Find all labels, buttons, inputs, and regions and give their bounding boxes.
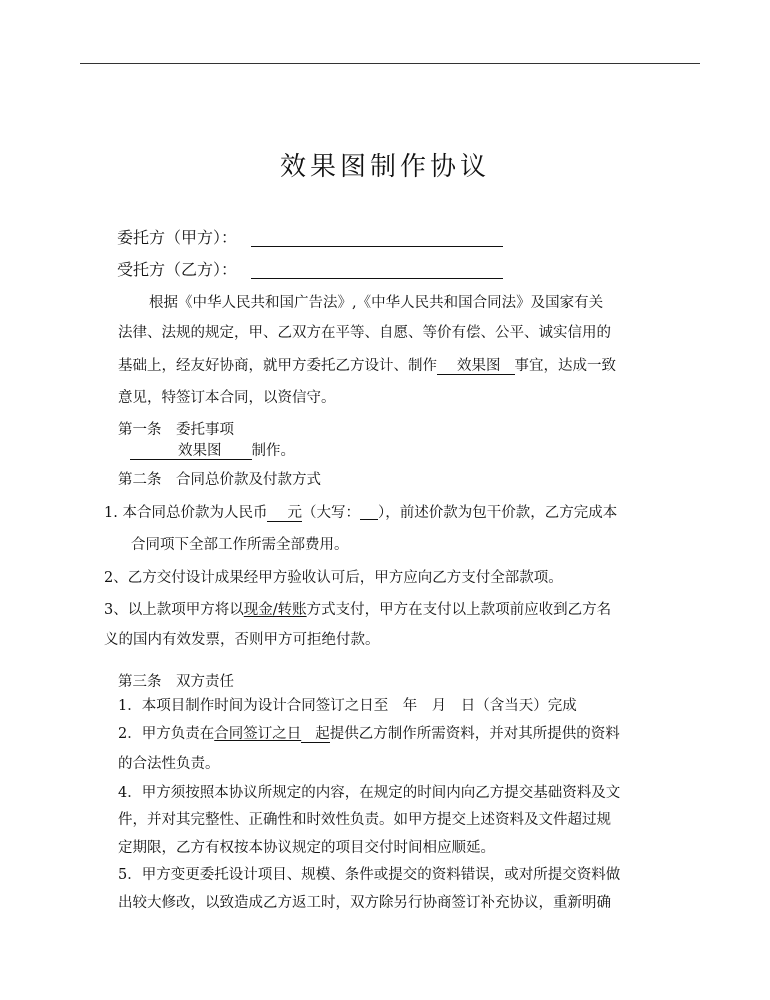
document-title: 效果图制作协议 [279,152,490,182]
entrusted-suffix: 制作。 [251,443,295,459]
article-2-clause-1-cont: 合同项下全部工作所需全部费用。 [131,537,349,553]
article-3-clause-4-line-3: 定期限，乙方有权按本协议规定的项目交付时间相应顺延。 [118,840,495,856]
article-2-clause-1 [104,501,617,522]
article-1-heading: 第一条 委托事项 [118,422,234,438]
article-3-clause-5-line-2: 出较大修改，以致造成乙方返工时，双方除另行协商签订补充协议，重新明确 [118,895,611,911]
header-rule [80,63,700,64]
article-1-item [130,439,295,460]
article-3-clause-4-line-2: 件，并对其完整性、正确性和时效性负责。如甲方提交上述资料及文件超过规 [118,812,611,828]
article-3-clause-4-line-1: 4．甲方须按照本协议所规定的内容，在规定的时间内向乙方提交基础资料及文 [118,785,621,801]
clause-text: 2．甲方负责在 [118,726,215,742]
article-3-clause-2 [118,722,620,743]
preamble-line-3 [118,354,616,375]
entrusted-item: 效果图 [130,444,252,460]
clause-text: ），前述价款为包干价款，乙方完成本 [377,505,618,521]
article-3-clause-1: 1．本项目制作时间为设计合同签订之日至 年 月 日（含当天）完成 [118,698,577,714]
preamble-text: 事宜，达成一致 [514,358,616,374]
start-date-suffix: 起 [301,727,330,743]
client-label: 委托方（甲方）： [117,228,238,247]
article-2-clause-3 [104,598,611,619]
client-blank [251,230,503,247]
article-2-heading: 第二条 合同总价款及付款方式 [118,472,321,488]
preamble-text: 基础上，经友好协商，就甲方委托乙方设计、制作 [118,358,437,374]
clause-text: 1. 本合同总价款为人民币 [104,505,268,521]
contractor-line [117,257,503,280]
preamble-line-1: 根据《中华人民共和国广告法》,《中华人民共和国合同法》及国家有关 [149,295,604,311]
clause-text: （大写： [301,505,360,521]
article-3-heading: 第三条 双方责任 [118,674,234,690]
start-date-term: 合同签订之日 [214,726,302,742]
clause-text: 提供乙方制作所需资料，并对其所提供的资料 [329,726,620,742]
clause-text: 方式支付，甲方在支付以上款项前应收到乙方名 [306,602,612,618]
article-3-clause-2-cont: 的合法性负责。 [118,756,220,772]
contractor-label: 受托方（乙方）： [117,260,238,279]
article-3-clause-5-line-1: 5．甲方变更委托设计项目、规模、条件或提交的资料错误，或对所提交资料做 [118,867,621,883]
contractor-blank [251,262,503,279]
client-line [117,225,503,248]
payment-method: 现金/转账 [243,602,307,618]
preamble-subject: 效果图 [437,359,515,375]
preamble-line-4: 意见，特签订本合同，以资信守。 [118,390,336,406]
price-uppercase-blank [360,504,378,520]
price-amount-blank: 元 [267,506,302,522]
preamble-line-2: 法律、法规的规定，甲、乙双方在平等、自愿、等价有偿、公平、诚实信用的 [118,325,611,341]
article-2-clause-3-cont: 义的国内有效发票，否则甲方可拒绝付款。 [104,632,380,648]
article-2-clause-2: 2、乙方交付设计成果经甲方验收认可后，甲方应向乙方支付全部款项。 [104,570,563,586]
clause-text: 3、以上款项甲方将以 [104,602,244,618]
